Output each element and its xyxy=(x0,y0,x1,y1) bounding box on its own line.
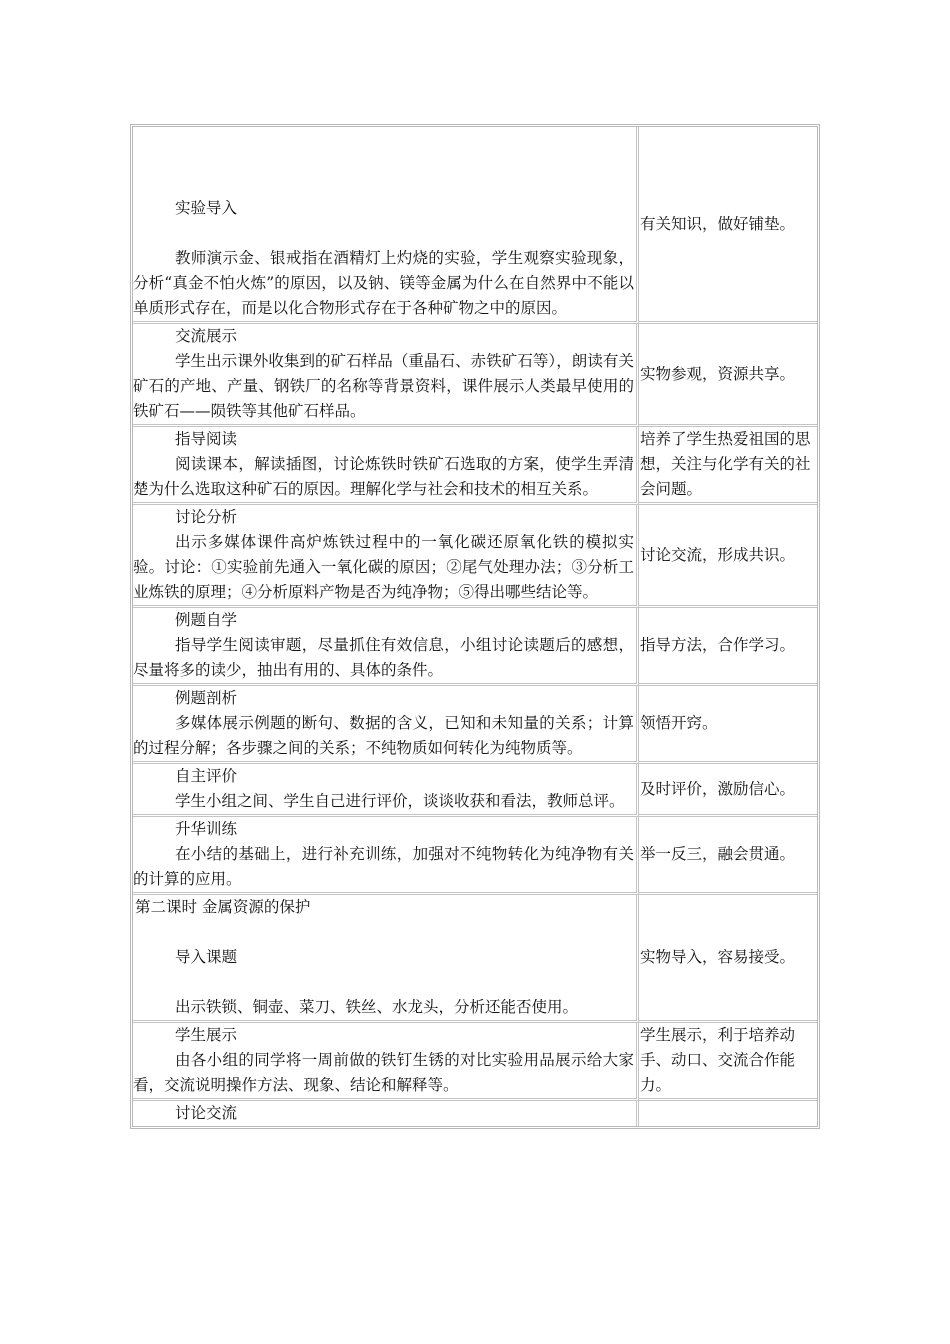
table-row xyxy=(133,427,817,505)
purpose-cell xyxy=(639,608,817,686)
step-description: 多媒体展示例题的断句、数据的含义，已知和未知量的关系；计算的过程分解；各步骤之间的关系；不纯物质如何转化为纯物质等。 xyxy=(133,714,634,757)
purpose-text: 实物参观，资源共享。 xyxy=(640,364,796,383)
step-heading: 指导阅读 xyxy=(175,430,238,448)
step-heading: 导入课题 xyxy=(175,948,238,966)
purpose-text: 实物导入，容易接受。 xyxy=(640,948,796,966)
step-description: 阅读课本，解读插图，讨论炼铁时铁矿石选取的方案，使学生弄清楚为什么选取这种矿石的原因。理解化学与社会和技术的相互关系。 xyxy=(133,455,634,498)
purpose-text: 讨论交流，形成共识。 xyxy=(640,545,796,564)
lesson-title: 第二课时 金属资源的保护 xyxy=(135,898,311,916)
table-row xyxy=(133,895,817,1023)
purpose-text: 培养了学生热爱祖国的思想，关注与化学有关的社会问题。 xyxy=(640,430,811,498)
purpose-cell xyxy=(639,764,817,817)
step-heading: 学生展示 xyxy=(175,1026,238,1044)
purpose-cell xyxy=(639,895,817,1023)
table-row xyxy=(133,127,817,324)
table-row xyxy=(133,505,817,608)
step-description: 出示多媒体课件高炉炼铁过程中的一氧化碳还原氧化铁的模拟实验。讨论：①实验前先通入一氧化碳的原因；②尾气处理办法；③分析工业炼铁的原理；④分析原料产物是否为纯净物；⑤得出哪些结论等。 xyxy=(133,533,634,601)
activity-cell xyxy=(133,1023,639,1101)
activity-cell xyxy=(133,324,639,427)
step-heading: 自主评价 xyxy=(175,767,238,785)
step-heading: 交流展示 xyxy=(175,327,238,345)
activity-cell xyxy=(133,686,639,764)
table-row xyxy=(133,324,817,427)
purpose-text: 及时评价，激励信心。 xyxy=(640,779,796,798)
purpose-cell xyxy=(639,427,817,505)
purpose-cell xyxy=(639,686,817,764)
table-row xyxy=(133,764,817,817)
activity-cell xyxy=(133,127,639,324)
purpose-cell xyxy=(639,505,817,608)
purpose-cell xyxy=(639,1101,817,1126)
step-heading: 讨论分析 xyxy=(175,508,238,526)
step-description: 学生小组之间、学生自己进行评价，谈谈收获和看法，教师总评。 xyxy=(175,792,625,810)
table-row xyxy=(133,1101,817,1126)
step-description: 指导学生阅读审题，尽量抓住有效信息，小组讨论读题后的感想，尽量将多的读少，抽出有用的、具体的条件。 xyxy=(133,636,634,679)
table-row xyxy=(133,608,817,686)
activity-cell xyxy=(133,608,639,686)
lesson-plan-table xyxy=(130,124,820,1129)
purpose-cell xyxy=(639,127,817,324)
step-heading: 例题剖析 xyxy=(175,689,238,707)
purpose-text: 举一反三，融会贯通。 xyxy=(640,845,796,863)
purpose-text: 学生展示，利于培养动手、动口、交流合作能力。 xyxy=(640,1026,796,1094)
step-description: 出示铁锁、铜壶、菜刀、铁丝、水龙头，分析还能否使用。 xyxy=(175,998,579,1016)
step-heading: 例题自学 xyxy=(175,611,238,629)
purpose-text: 领悟开窍。 xyxy=(640,714,718,732)
purpose-cell xyxy=(639,1023,817,1101)
step-description: 学生出示课外收集到的矿石样品（重晶石、赤铁矿石等），朗读有关矿石的产地、产量、钢铁厂的名称等背景资料，课件展示人类最早使用的铁矿石——陨铁等其他矿石样品。 xyxy=(133,352,634,420)
step-heading: 实验导入 xyxy=(175,199,238,217)
activity-cell xyxy=(133,764,639,817)
purpose-text: 指导方法，合作学习。 xyxy=(640,636,796,654)
purpose-text: 有关知识，做好铺垫。 xyxy=(640,214,796,233)
step-heading: 升华训练 xyxy=(175,820,238,838)
step-description: 在小结的基础上，进行补充训练，加强对不纯物转化为纯净物有关的计算的应用。 xyxy=(133,845,634,888)
activity-cell xyxy=(133,505,639,608)
activity-cell xyxy=(133,895,639,1023)
step-description: 教师演示金、银戒指在酒精灯上灼烧的实验，学生观察实验现象，分析“真金不怕火炼”的原因，以及钠、镁等金属为什么在自然界中不能以单质形式存在，而是以化合物形式存在于各种矿物之中的原因。 xyxy=(133,249,634,317)
step-heading: 讨论交流 xyxy=(175,1104,238,1122)
table-row xyxy=(133,1023,817,1101)
activity-cell xyxy=(133,1101,639,1126)
purpose-cell xyxy=(639,324,817,427)
step-description: 由各小组的同学将一周前做的铁钉生锈的对比实验用品展示给大家看，交流说明操作方法、现象、结论和解释等。 xyxy=(133,1051,634,1094)
table-row xyxy=(133,686,817,764)
table-row xyxy=(133,817,817,895)
activity-cell xyxy=(133,427,639,505)
purpose-cell xyxy=(639,817,817,895)
activity-cell xyxy=(133,817,639,895)
